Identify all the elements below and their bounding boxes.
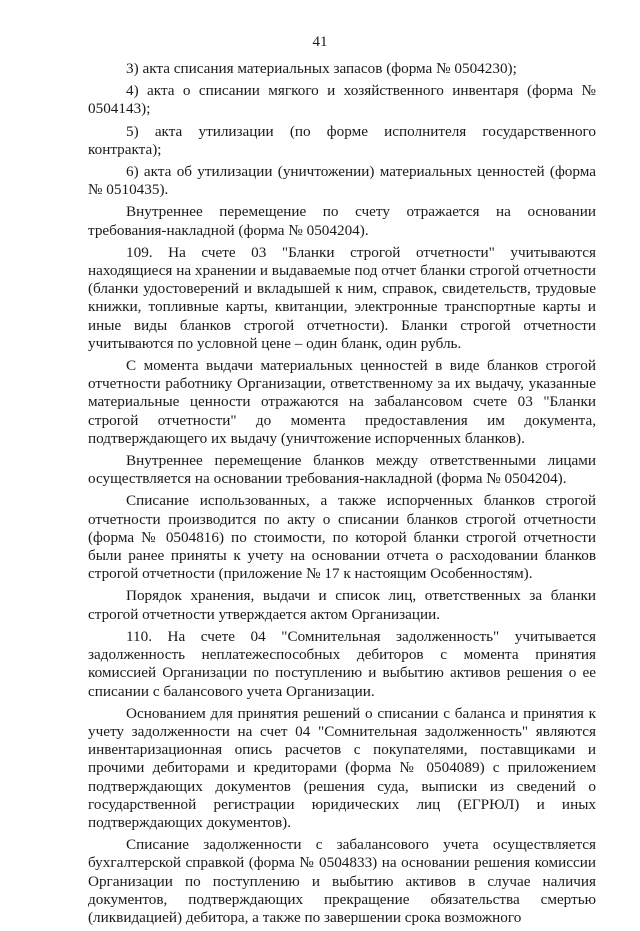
paragraph: Внутреннее перемещение по счету отражается на основании требования-накладной (форма № 0504204).	[88, 203, 596, 239]
paragraph: 6) акта об утилизации (уничтожении) материальных ценностей (форма № 0510435).	[88, 163, 596, 199]
paragraph: 110. На счете 04 "Сомнительная задолженность" учитывается задолженность неплатежеспособных дебиторов с момента принятия комиссией Организации по поступлению и выбытию активов решения о ее списании с балансового учета Организации.	[88, 627, 596, 700]
paragraph: Списание использованных, а также испорченных бланков строгой отчетности производится по акту о списании бланков строгой отчетности (форма № 0504816) по стоимости, по которой бланки строгой отчетности были ранее приняты к учету на основании отчета о расходовании бланков строгой отчетности (приложение № 17 к настоящим Особенностям).	[88, 492, 596, 583]
paragraph: 5) акта утилизации (по форме исполнителя государственного контракта);	[88, 122, 596, 158]
paragraph: 3) акта списания материальных запасов (форма № 0504230);	[126, 60, 517, 77]
paragraph: 4) акта о списании мягкого и хозяйственного инвентаря (форма № 0504143);	[88, 82, 596, 118]
paragraph: С момента выдачи материальных ценностей в виде бланков строгой отчетности работнику Организации, ответственному за их выдачу, указанные материальные ценности отражаются на забалансовом счете 03 "Бланки строгой отчетности" до момента предоставления им документа, подтверждающего их выдачу (уничтожение испорченных бланков).	[88, 357, 596, 447]
paragraph: 109. На счете 03 "Бланки строгой отчетности" учитываются находящиеся на хранении и выдаваемые под отчет бланки строгой отчетности (бланки удостоверений и вкладышей к ним, справок, свидетельств, трудовые книжки, топливные карты, квитанции, электронные транспортные карты и иные виды бланков строгой отчетности). Бланки строгой отчетности учитываются по условной цене – один бланк, один рубль.	[88, 243, 596, 352]
page-number: 41	[312, 34, 328, 50]
paragraph: Списание задолженности с забалансового учета осуществляется бухгалтерской справкой (форма № 0504833) на основании решения комиссии Организации по поступлению и выбытию активов в случае наличия документов, подтверждающих прекращение обязательства смертью (ликвидацией) дебитора, а также по завершении срока возможного	[88, 836, 596, 926]
paragraph: Основанием для принятия решений о списании с баланса и принятия к учету задолженности на счет 04 "Сомнительная задолженность" являются инвентаризационная опись расчетов с покупателями, поставщиками и прочими дебиторами и кредиторами (форма № 0504089) с приложением подтверждающих документов (решения суда, выписки из сведений о государственной регистрации юридических лиц (ЕГРЮЛ) и иных подтверждающих документов).	[88, 704, 596, 831]
body-text	[88, 60, 596, 931]
paragraph: Внутреннее перемещение бланков между ответственными лицами осуществляется на основании требования-накладной (форма № 0504204).	[88, 452, 596, 488]
paragraph: Порядок хранения, выдачи и список лиц, ответственных за бланки строгой отчетности утверждается актом Организации.	[88, 587, 596, 623]
